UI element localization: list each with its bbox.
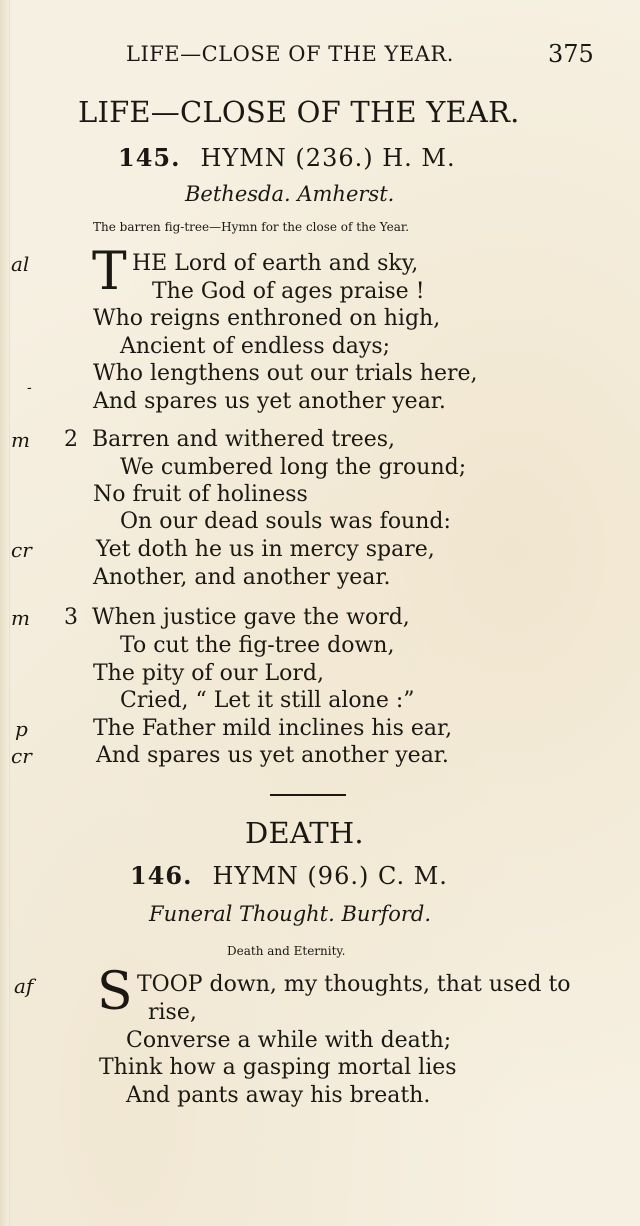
hymn-145-header: [118, 143, 456, 172]
verse-line: Barren and withered trees,: [92, 427, 396, 452]
verse-line: We cumbered long the ground;: [120, 455, 467, 480]
binding-gutter: [0, 0, 10, 1226]
verse-line: The pity of our Lord,: [93, 661, 324, 686]
verse-line: Who lengthens out our trials here,: [93, 361, 478, 386]
verse-line: The Father mild inclines his ear,: [93, 716, 453, 741]
verse-line: The God of ages praise !: [152, 279, 425, 304]
verse-line: And pants away his breath.: [126, 1083, 431, 1108]
verse-line: Another, and another year.: [93, 565, 391, 590]
dynamic-mark: af: [14, 974, 34, 998]
page-number: 375: [548, 40, 594, 68]
running-head: LIFE—CLOSE OF THE YEAR.: [126, 42, 454, 66]
verse-line: Yet doth he us in mercy spare,: [96, 537, 435, 562]
hymn-145-number: 145.: [118, 143, 181, 172]
verse-line: Who reigns enthroned on high,: [93, 306, 441, 331]
verse-line: And spares us yet another year.: [93, 389, 446, 414]
hymn-146-header: [130, 861, 448, 890]
section-title-death: DEATH.: [245, 816, 364, 850]
hymn-146-number: 146.: [130, 861, 193, 890]
dynamic-mark: cr: [11, 744, 32, 768]
hymn-145-subtitle: The barren fig-tree—Hymn for the close of the Year.: [93, 220, 410, 234]
verse-line: Converse a while with death;: [126, 1028, 452, 1053]
section-divider: [270, 794, 346, 796]
hymn-145-label: HYMN (236.) H. M.: [200, 144, 456, 172]
drop-cap: S: [97, 962, 133, 1022]
dynamic-mark: cr: [11, 538, 32, 562]
verse-line: Ancient of endless days;: [120, 334, 391, 359]
drop-cap: T: [92, 242, 127, 302]
verse-line: Cried, “ Let it still alone :”: [120, 688, 415, 713]
verse-line: Think how a gasping mortal lies: [99, 1055, 457, 1080]
verse-line-continuation: rise,: [148, 1000, 197, 1025]
hymn-146-label: HYMN (96.) C. M.: [212, 862, 448, 890]
verse-line: HE Lord of earth and sky,: [132, 251, 419, 276]
dynamic-mark: al: [11, 252, 30, 276]
section-title-life: LIFE—CLOSE OF THE YEAR.: [78, 95, 520, 129]
verse-line: TOOP down, my thoughts, that used to: [137, 972, 571, 997]
verse-line: On our dead souls was found:: [120, 509, 451, 534]
verse-line: And spares us yet another year.: [96, 743, 449, 768]
verse-line: To cut the fig-tree down,: [120, 633, 395, 658]
stray-mark: -: [27, 380, 32, 396]
hymn-145-tunes: Bethesda. Amherst.: [185, 182, 395, 206]
verse-number: 3: [64, 605, 78, 630]
dynamic-mark: m: [11, 428, 30, 452]
hymn-146-subtitle: Death and Eternity.: [227, 944, 346, 958]
hymn-146-tunes: Funeral Thought. Burford.: [149, 902, 432, 926]
dynamic-mark: p: [15, 717, 28, 741]
verse-number: 2: [64, 427, 78, 452]
verse-line: When justice gave the word,: [92, 605, 410, 630]
dynamic-mark: m: [11, 606, 30, 630]
verse-line: No fruit of holiness: [93, 482, 308, 507]
